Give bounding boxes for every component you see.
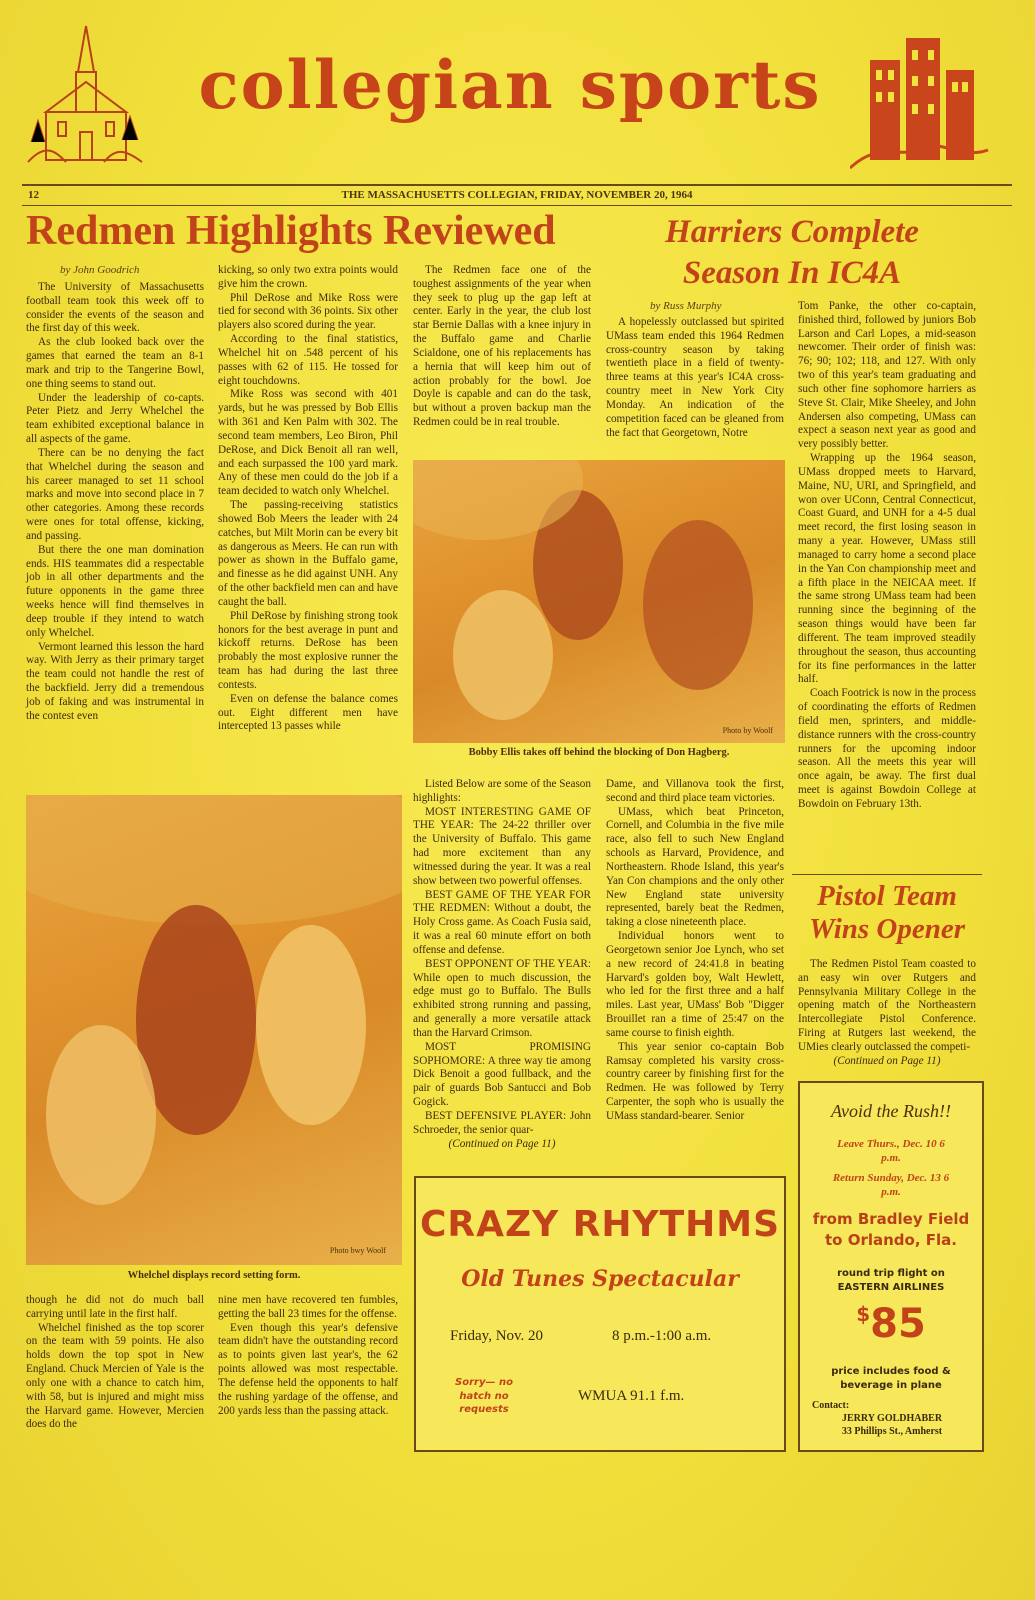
ad-note: Sorry— no hatch no requests: [455, 1377, 513, 1415]
ad-date: Friday, Nov. 20: [450, 1328, 544, 1344]
ad-contact: [812, 1399, 972, 1438]
dateline: THE MASSACHUSETTS COLLEGIAN, FRIDAY, NOVEMBER 20, 1964: [341, 189, 693, 201]
paragraph: This year senior co-captain Bob Ramsay completed his varsity cross-country career by finishing first for the Redmen. He was followed by Terry Carpenter, the soph who is usually the UMass standard-bearer. Senior: [606, 1040, 784, 1122]
ad-route: from Bradley Field to Orlando, Fla.: [812, 1210, 970, 1249]
paragraph: BEST DEFENSIVE PLAYER: John Schroeder, the senior quar-: [413, 1109, 591, 1136]
pistol-headline: [792, 880, 982, 947]
avoid-rush-ad: [798, 1081, 984, 1452]
photo-credit: Photo bwy Woolf: [329, 1246, 386, 1255]
paragraph: There can be no denying the fact that Whelchel during the season and his career managed to set 11 school marks and move into second place in 7 other categories. Among these records were ones for total offense, kicking, and passing.: [26, 446, 204, 542]
ad-return: Return Sunday, Dec. 13 6 p.m.: [832, 1172, 950, 1199]
paragraph: MOST INTERESTING GAME OF THE YEAR: The 24-22 thriller over the University of Buffalo. This game had more excitement than any witnessed during the year. It was a real show between two powerful offenses.: [413, 805, 591, 887]
continued-note: (Continued on Page 11): [448, 1137, 556, 1150]
paragraph: nine men have recovered ten fumbles, getting the ball 23 times for the offense.: [218, 1294, 398, 1320]
harriers-headline-line2: Season In IC4A: [682, 255, 902, 292]
dateline-bar: [22, 189, 1012, 205]
pistol-column: [798, 958, 976, 1069]
ellis-photo: [413, 460, 785, 743]
harriers-column-3: [798, 300, 976, 812]
paragraph: Phil DeRose by finishing strong took honors for the best average in punt and kickoff returns. DeRose has been probably the most explosive runner the team has had during the last three contests.: [218, 609, 398, 691]
contact-name: JERRY GOLDHABER: [841, 1413, 943, 1424]
paragraph: Even on defense the balance comes out. Eight different men have intercepted 13 passes while: [218, 692, 398, 733]
ellis-photo-caption: Bobby Ellis takes off behind the blocking of Don Hagberg.: [468, 747, 730, 758]
harriers-headline-line1: Harriers Complete: [665, 214, 919, 250]
ad-title: CRAZY RHYTHMS: [419, 1204, 781, 1245]
pistol-rule: [792, 874, 982, 875]
paragraph: Individual honors went to Georgetown senior Joe Lynch, who set a new record of 24:41.8 in beating Harvard's golden boy, Walt Hewlett, who led for the first three and a half miles. Last year, UMass' Bob "Digger Brouillet ran a time of 25:47 on the same course to finish eighth.: [606, 930, 784, 1039]
contact-label: Contact:: [812, 1400, 850, 1411]
redmen-byline: by John Goodrich: [60, 264, 140, 276]
masthead-rule: [22, 184, 1012, 186]
paragraph: kicking, so only two extra points would give him the crown.: [218, 264, 398, 290]
player-figure: [643, 520, 753, 690]
redmen-headline: Redmen Highlights Reviewed: [26, 208, 556, 254]
photo-credit: Photo by Woolf: [722, 726, 773, 735]
ad-includes: price includes food & beverage in plane: [831, 1366, 951, 1391]
ad-leave: Leave Thurs., Dec. 10 6 p.m.: [837, 1138, 945, 1165]
paragraph: Listed Below are some of the Season highlights:: [413, 778, 591, 804]
whelchel-photo-caption: Whelchel displays record setting form.: [127, 1270, 301, 1281]
paragraph: Under the leadership of co-capts. Peter Pietz and Jerry Whelchel the team exhibited exceptional balance in all aspects of the game.: [26, 391, 204, 446]
ad-time: 8 p.m.-1:00 a.m.: [612, 1328, 712, 1344]
paragraph: UMass, which beat Princeton, Cornell, and Columbia in the five mile race, also fell to such New England schools as Harvard, Providence, and Northeastern. Rhode Island, this year's Yan Con champions and the only other New England state university represented, barely beat the Redmen, taking a close nineteenth place.: [606, 805, 784, 929]
harriers-column-1: [606, 316, 784, 440]
page-number: 12: [28, 189, 39, 201]
player-figure: [256, 925, 366, 1125]
redmen-column-1: [26, 281, 204, 724]
paragraph: though he did not do much ball carrying until late in the first half.: [26, 1294, 204, 1320]
paragraph: Tom Panke, the other co-captain, finished third, followed by juniors Bob Larson and Carl Lopes, a mid-season newcomer. Their order of finish was: 76; 90; 102; 118, and 127. With only two of this year's team graduating and such other fine sophomore harriers as Steve St. Clair, Mike Sheeley, and John Andersen also competing, UMass can expect a season next year as good and very possibly better.: [798, 300, 976, 451]
paragraph: The Redmen face one of the toughest assignments of the year when they seek to plug up the gap left at center. Early in the year, the club lost star Bernie Dallas with a knee injury in the Buffalo game and Charlie Scialdone, one of his replacements has a hernia that will keep him out of action probably for the bowl. Joe Doyle is capable and can do the task, but without a proven backup man the Redmen could be in real trouble.: [413, 264, 591, 429]
redmen-bottom-column-2: [218, 1294, 398, 1418]
whelchel-photo: [26, 795, 402, 1265]
paragraph: Vermont learned this lesson the hard way. With Jerry as their primary target the team could not handle the rest of the backfield. Jerry did a tremendous job of faking and was instrumental in the contest even: [26, 640, 204, 722]
masthead-title: collegian sports: [198, 46, 822, 124]
season-highlights-column: [413, 778, 591, 1151]
paragraph: A hopelessly outclassed but spirited UMass team ended this 1964 Redmen cross-country season by taking twentieth place in a field of twenty-three teams at this year's IC4A cross-country meet in New York City Monday. An indication of the competition faced can be gleaned from the fact that Georgetown, Notre: [606, 316, 784, 439]
paragraph: Even though this year's defensive team didn't have the outstanding record as to points given last year's, the 62 points allowed was most respectable. The defense held the opponents to half the rushing yardage of the offense, and 200 yards less than the passing attack.: [218, 1321, 398, 1417]
price-symbol: $: [856, 1302, 871, 1326]
ad-station: WMUA 91.1 f.m.: [578, 1388, 685, 1404]
ad-flight: round trip flight on EASTERN AIRLINES: [837, 1268, 945, 1293]
paragraph: The University of Massachusetts football team took this week off to consider the events of the season and the first day of this week.: [26, 281, 204, 335]
harriers-byline: by Russ Murphy: [650, 300, 722, 312]
crowd-shading: [26, 795, 402, 925]
ad-title: Avoid the Rush!!: [831, 1101, 951, 1121]
paragraph: Wrapping up the 1964 season, UMass dropped meets to Harvard, Maine, NU, URI, and Springfield, and won over UConn, Central Connecticut, Coast Guard, and UNH for a 4-5 dual meet record, the first losing season in many a year. However, UMass still managed to carry home a second place in the Yan Con championship meet and a fifth place in the NEICAA meet. If the same strong UMass team had been running since the beginning of the season things would have been far different. The team improved steadily throughout the season, thus accounting for its fine performances in the latter half.: [798, 452, 976, 686]
paragraph: The passing-receiving statistics showed Bob Meers the leader with 24 catches, but Milt Morin can be every bit as dangerous as Meers. He can run with power as shown in the Buffalo game, and finesse as he did against UNH. Any of the other backfield men can and have caught the ball.: [218, 499, 398, 608]
harriers-column-2: [606, 778, 784, 1124]
redmen-bottom-column-1: [26, 1294, 204, 1432]
redmen-column-3: [413, 264, 591, 430]
paragraph: As the club looked back over the games that earned the team an 8-1 mark and trip to the Tangerine Bowl, one thing seems to stand out.: [26, 336, 204, 390]
paragraph: MOST PROMISING SOPHOMORE: A three way tie among Dick Benoit a good fullback, and the pair of guards Bob Santucci and Bob Gogick.: [413, 1040, 591, 1109]
pistol-headline-line2: Wins Opener: [808, 913, 966, 946]
tower-illustration: [850, 20, 990, 172]
redmen-column-2: [218, 264, 398, 734]
ad-subtitle: Old Tunes Spectacular: [461, 1266, 739, 1292]
paragraph: Mike Ross was second with 401 yards, but he was pressed by Bob Ellis with 361 and Ken Palm with 302. The second team members, Leo Biron, Phil DeRose, and Dick Benoit all ran well, and each surpassed the 100 yard mark. Any of these men could do the job if a team decided to watch only Whelchel.: [218, 388, 398, 498]
contact-address: 33 Phillips St., Amherst: [841, 1426, 943, 1437]
ad-price: [800, 1301, 982, 1347]
paragraph: BEST OPPONENT OF THE YEAR: While open to much discussion, the edge must go to Buffalo. The Bulls exhibited strong running and passing, and generally a more versatile attack than the Harvard Crimson.: [413, 957, 591, 1039]
paragraph: The Redmen Pistol Team coasted to an easy win over Rutgers and Pennsylvania Military College in the opening match of the Northeastern Intercollegiate Pistol Conference. Firing at Rutgers last weekend, the UMies clearly outclassed the competi-: [798, 958, 976, 1053]
player-figure: [46, 1025, 156, 1205]
paragraph: Coach Footrick is now in the process of coordinating the efforts of Redmen field men, sprinters, and middle-distance runners with the cross-country runners for the upcoming indoor season. All the meets this year will once again, be away. The first dual meet is against Bowdoin College at Bowdoin on February 13th.: [798, 687, 976, 810]
dateline-rule: [22, 205, 1012, 206]
pistol-headline-line1: Pistol Team: [817, 880, 957, 912]
price-value: 85: [870, 1301, 926, 1347]
continued-note: (Continued on Page 11): [833, 1054, 941, 1067]
paragraph: According to the final statistics, Whelchel hit on .548 percent of his passes with 62 of 115. He tossed for eight touchdowns.: [218, 333, 398, 387]
paragraph: Whelchel finished as the top scorer on the team with 59 points. He also holds down the top spot in New England. Chuck Mercien of Yale is the only one with a chance to catch him, with 58, but is injured and might miss the Harvard game. However, Mercien does do the: [26, 1321, 204, 1431]
church-illustration: [26, 22, 144, 172]
paragraph: BEST GAME OF THE YEAR FOR THE REDMEN: Without a doubt, the Holy Cross game. As Coach Fusia said, it was a real 60 minute effort on both offense and defense.: [413, 888, 591, 956]
crazy-rhythms-ad: [414, 1176, 786, 1452]
paragraph: Phil DeRose and Mike Ross were tied for second with 36 points. Six other players also scored during the year.: [218, 291, 398, 332]
paragraph: But there the one man domination ends. HIS teammates did a respectable job in all other departments and the future opponents in the game three weeks hence will find themselves in deep trouble if they intend to watch only Whelchel.: [26, 543, 204, 639]
paragraph: Dame, and Villanova took the first, second and third place team victories.: [606, 778, 784, 804]
player-figure: [453, 590, 553, 720]
harriers-headline: [612, 212, 972, 295]
